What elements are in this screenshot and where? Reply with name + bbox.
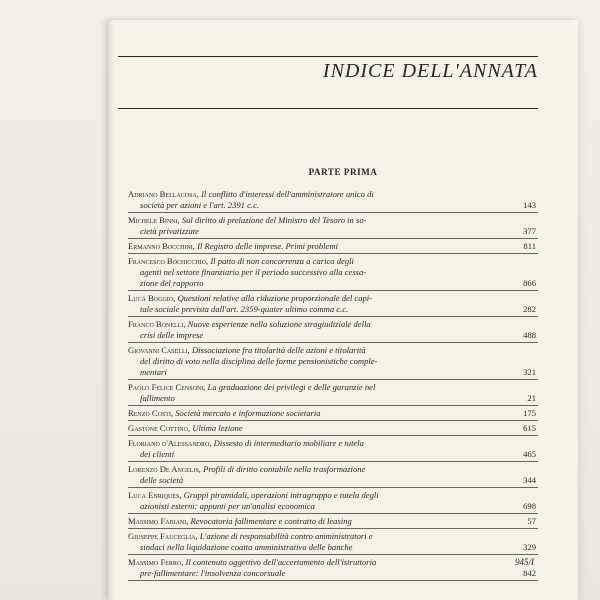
index-entry [128,215,538,239]
entry-page-number: 377 [523,226,536,236]
index-entry [128,241,538,254]
entry-work-line2: delle società [140,475,184,485]
entry-text [128,319,468,341]
entry-page-number: 698 [523,501,536,511]
entry-text [128,464,468,486]
entry-work-line1: Profili di diritto contabile nella trasformazione [203,464,366,474]
entry-text [128,408,468,419]
entry-author: Massimo Ferro, [128,557,186,567]
index-entry [128,408,538,421]
entry-author: Luca Enriques, [128,490,184,500]
index-list [128,189,538,583]
entry-page-number: 344 [523,475,536,485]
index-entry [128,464,538,488]
entry-work-line3: mentari [140,367,167,377]
entry-author: Ermanno Bocchini, [128,241,198,251]
entry-author: Franco Bonelli, [128,319,188,329]
entry-work-line2: del diritto di voto nella disciplina delle forme pensionistiche comple- [140,356,378,366]
header-rule-bottom [118,108,538,109]
entry-work-line2: dei clienti [140,449,175,459]
index-entry [128,423,538,436]
entry-work-line1: Il Registro delle imprese. Primi problemi [197,241,338,251]
entry-page-number: 811 [523,241,536,251]
entry-work-line1: Ultima lezione [192,423,243,433]
entry-work-line2: sindaci nella liquidazione coatta amministrativa delle banche [140,542,353,552]
entry-author: Massimo Fabiani, [128,516,191,526]
entry-work-line1: Il contenuto oggettivo dell'accertamento dell'istruttoria [185,557,377,567]
entry-work-line1: Nuove esperienze nella soluzione stragiudiziale della [187,319,371,329]
entry-work-line1: L'azione di responsabilità contro amministratori e [199,531,373,541]
entry-work-line2: crisi delle imprese [140,330,204,340]
entry-author: Luca Boggio, [128,293,178,303]
entry-page-number: 57 [527,516,536,526]
entry-author: Francesco Bochicchio, [128,256,211,266]
page-title: INDICE DELL'ANNATA [322,60,538,82]
entry-author: Michele Binni, [128,215,182,225]
entry-author: Renzo Costi, [128,408,176,418]
entry-page-number: 465 [523,449,536,459]
entry-author: Adriano Bellacosa, [128,189,202,199]
entry-text [128,516,468,527]
entry-author: Giovanni Caselli, [128,345,192,355]
entry-page-number: 21 [527,393,536,403]
entry-page-number: 329 [523,542,536,552]
index-entry [128,256,538,291]
entry-work-line3: zione del rapporto [140,278,204,288]
entry-text [128,490,468,512]
index-entry [128,438,538,462]
section-heading: PARTE PRIMA [308,167,378,177]
entry-work-line1: Società mercato e informazione societaria [175,408,321,418]
entry-text [128,382,468,404]
entry-text [128,531,468,553]
entry-author: Lorenzo De Angelis, [128,464,204,474]
entry-work-line2: pre-fallimentare: l'insolvenza concorsuale [140,568,286,578]
entry-text [128,423,468,434]
entry-page-number: 282 [523,304,536,314]
entry-work-line2: azionisti esterni: appunti per un'analisi economica [140,501,315,511]
entry-author: Paolo Felice Censoni, [128,382,208,392]
entry-page-number: 175 [523,408,536,418]
entry-text [128,189,468,211]
entry-page-number: 488 [523,330,536,340]
entry-page-number: 143 [523,200,536,210]
entry-page-number: 842 [523,568,536,578]
entry-work-line1: Sul diritto di prelazione del Ministro del Tesoro in so- [181,215,367,225]
entry-text [128,438,468,460]
index-entry [128,516,538,529]
entry-work-line2: tale sociale prevista dall'art. 2359-quater ultimo comma c.c. [140,304,349,314]
entry-work-line1: Il patto di non concorrenza a carico degli [210,256,354,266]
index-entry [128,319,538,343]
entry-work-line2: agenti nel settore finanziario per il periodo successivo alla cessa- [140,267,367,277]
entry-work-line2: società per azioni e l'art. 2391 c.c. [140,200,260,210]
header-rule-top [118,56,538,57]
index-entry [128,490,538,514]
index-entry [128,531,538,555]
index-entry [128,189,538,213]
entry-text [128,241,468,252]
entry-work-line1: Gruppi piramidali, operazioni intragruppo e tutela degli [183,490,379,500]
entry-text [128,557,468,579]
entry-author: Floriano d'Alessandro, [128,438,214,448]
index-entry [128,345,538,380]
entry-work-line1: Questioni relative alla riduzione proporzionale del capi- [177,293,373,303]
book-page [108,20,578,600]
entry-work-line1: Revocatoria fallimentare e contratto di leasing [190,516,352,526]
entry-author: Giuseppe Fauceglia, [128,531,200,541]
entry-work-line1: Il conflitto d'interessi dell'amministratore unico di [201,189,374,199]
entry-work-line1: Dissesto di intermediario mobiliare e tutela [213,438,364,448]
entry-author: Gastone Cottino, [128,423,193,433]
entry-page-number: 321 [523,367,536,377]
page-folio: 945/I [515,557,534,567]
index-entry [128,382,538,406]
entry-work-line1: La graduazione dei privilegi e delle garanzie nel [207,382,376,392]
entry-work-line1: Dissociazione fra titolarità delle azioni e titolarità [191,345,366,355]
entry-text [128,215,468,237]
index-entry [128,557,538,581]
entry-text [128,256,468,289]
entry-page-number: 615 [523,423,536,433]
entry-work-line2: cietà privatizzate [140,226,199,236]
entry-text [128,293,468,315]
entry-page-number: 866 [523,278,536,288]
entry-work-line2: fallimento [140,393,175,403]
index-entry [128,293,538,317]
entry-text [128,345,468,378]
